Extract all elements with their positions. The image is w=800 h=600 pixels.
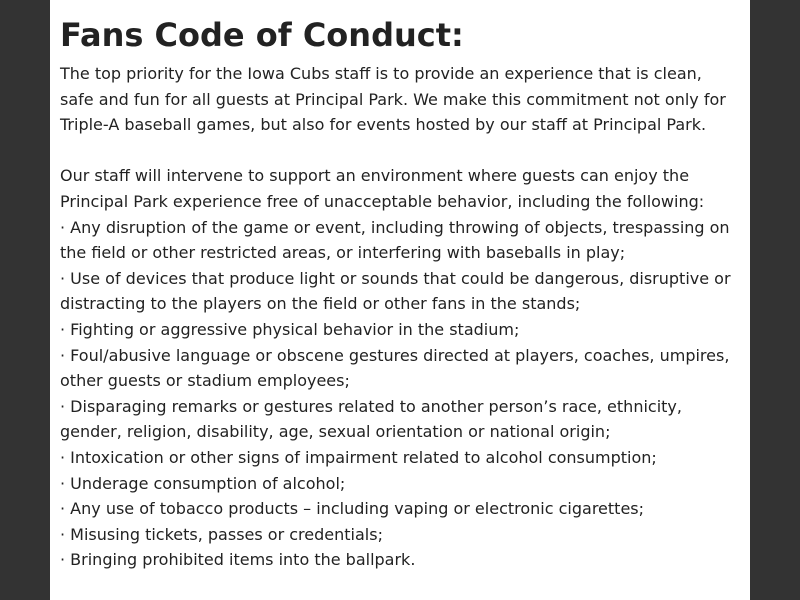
list-item: · Use of devices that produce light or sounds that could be dangerous, disruptive or distracting to the players on the field or other fans in the stands; — [60, 268, 731, 314]
intro-paragraph: The top priority for the Iowa Cubs staff is to provide an experience that is clean, safe and fun for all guests at Principal Park. We make this commitment not only for Triple-A baseball games, but also for events hosted by our staff at Principal Park. — [60, 64, 726, 135]
list-item: · Any use of tobacco products – including vaping or electronic cigarettes; — [60, 499, 645, 519]
document-content — [60, 16, 740, 573]
document-page — [50, 0, 750, 600]
list-item: · Any disruption of the game or event, including throwing of objects, trespassing on the field or other restricted areas, or interfering with baseballs in play; — [60, 217, 730, 263]
list-item: · Underage consumption of alcohol; — [60, 473, 346, 493]
prohibited-behavior-list — [60, 215, 740, 573]
list-item: · Disparaging remarks or gestures related to another person’s race, ethnicity, gender, religion, disability, age, sexual orientation or national origin; — [60, 396, 682, 442]
list-item: · Misusing tickets, passes or credentials; — [60, 524, 383, 544]
list-item: · Intoxication or other signs of impairment related to alcohol consumption; — [60, 447, 657, 467]
list-item: · Bringing prohibited items into the ballpark. — [60, 550, 416, 570]
list-item: · Foul/abusive language or obscene gestures directed at players, coaches, umpires, other guests or stadium employees; — [60, 345, 730, 391]
page-title: Fans Code of Conduct: — [60, 16, 464, 54]
paragraph-gap — [60, 138, 740, 164]
list-item: · Fighting or aggressive physical behavior in the stadium; — [60, 319, 520, 339]
behavior-intro-paragraph: Our staff will intervene to support an environment where guests can enjoy the Principal Park experience free of unacceptable behavior, including the following: — [60, 166, 705, 211]
